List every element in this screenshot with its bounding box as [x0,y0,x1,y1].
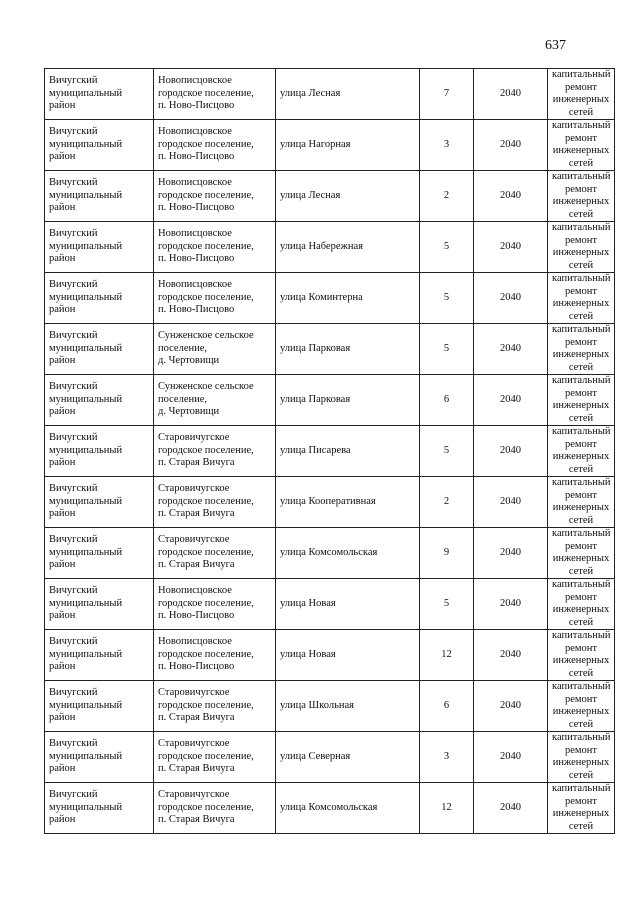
district-cell-line: Вичугский [49,585,98,597]
table-row [45,528,615,579]
settlement-cell-line: п. Ново-Писцово [158,610,235,622]
work-type-cell-line: сетей [568,259,594,271]
house-number-cell: 12 [420,783,474,834]
district-cell-line: Вичугский [49,126,98,138]
district-cell-line: район [49,661,76,673]
district-cell-line: Вичугский [49,75,98,87]
district-cell-line: Вичугский [49,432,98,444]
table-row [45,69,615,120]
work-type-cell-line: сетей [568,769,594,781]
page-number: 637 [545,38,566,53]
settlement-cell-line: д. Чертовищи [158,406,220,418]
district-cell-line: Вичугский [49,636,98,648]
year-cell: 2040 [474,579,548,630]
year-cell: 2040 [474,273,548,324]
street-cell: улица Парковая [276,375,420,426]
work-type-cell-line: сетей [568,820,594,832]
street-cell: улица Кооперативная [276,477,420,528]
work-type-cell-line: капитальный [552,732,611,743]
street-cell: улица Северная [276,732,420,783]
district-cell-line: муниципальный [49,444,123,456]
district-cell [45,477,154,528]
settlement-cell-line: п. Старая Вичуга [158,508,235,520]
district-cell-line: район [49,559,76,571]
work-type-cell-line: капитальный [552,171,611,182]
settlement-cell-line: п. Ново-Писцово [158,253,235,265]
district-cell-line: муниципальный [49,648,123,660]
year-cell: 2040 [474,171,548,222]
settlement-cell-line: городское поселение, [158,291,254,303]
district-cell-line: район [49,355,76,367]
work-type-cell [548,783,615,834]
district-cell-line: район [49,202,76,214]
year-cell: 2040 [474,120,548,171]
settlement-cell-line: Старовичугское [158,738,230,750]
year-cell: 2040 [474,324,548,375]
year-cell: 2040 [474,630,548,681]
district-cell-line: район [49,151,76,163]
settlement-cell-line: городское поселение, [158,138,254,150]
year-cell: 2040 [474,681,548,732]
table-row [45,732,615,783]
settlement-cell [154,681,276,732]
house-number-cell: 5 [420,426,474,477]
settlement-cell [154,528,276,579]
settlement-cell [154,579,276,630]
district-cell-line: район [49,100,76,112]
work-type-cell [548,324,615,375]
work-type-cell-line: сетей [568,616,594,628]
house-number-cell: 2 [420,171,474,222]
district-cell-line: район [49,814,76,826]
table-row [45,681,615,732]
district-cell-line: район [49,406,76,418]
work-type-cell-line: капитальный [552,783,611,794]
work-type-cell-line: сетей [568,412,594,424]
year-cell: 2040 [474,732,548,783]
table-row [45,222,615,273]
settlement-cell-line: п. Ново-Писцово [158,304,235,316]
district-cell-line: Вичугский [49,330,98,342]
work-type-cell [548,273,615,324]
table-row [45,783,615,834]
work-type-cell-line: ремонт [564,336,597,348]
street-cell: улица Парковая [276,324,420,375]
work-type-cell-line: сетей [568,463,594,475]
work-type-cell-line: ремонт [564,489,597,501]
house-number-cell: 5 [420,579,474,630]
settlement-cell-line: городское поселение, [158,750,254,762]
settlement-cell-line: городское поселение, [158,495,254,507]
year-cell: 2040 [474,426,548,477]
work-type-cell-line: сетей [568,310,594,322]
year-cell: 2040 [474,783,548,834]
settlement-cell-line: городское поселение, [158,87,254,99]
district-cell-line: муниципальный [49,138,123,150]
year-cell: 2040 [474,69,548,120]
house-number-cell: 9 [420,528,474,579]
work-type-cell-line: сетей [568,361,594,373]
settlement-cell-line: п. Старая Вичуга [158,457,235,469]
district-cell-line: муниципальный [49,699,123,711]
district-cell-line: муниципальный [49,189,123,201]
work-type-cell-line: инженерных [552,298,610,309]
work-type-cell-line: сетей [568,514,594,526]
street-cell: улица Лесная [276,171,420,222]
work-type-cell [548,426,615,477]
work-type-cell-line: ремонт [564,183,597,195]
street-cell: улица Писарева [276,426,420,477]
district-cell-line: район [49,712,76,724]
district-cell-line: Вичугский [49,228,98,240]
district-cell-line: Вичугский [49,177,98,189]
district-cell [45,120,154,171]
settlement-cell [154,732,276,783]
street-cell: улица Школьная [276,681,420,732]
settlement-cell-line: п. Ново-Писцово [158,202,235,214]
work-type-cell [548,222,615,273]
district-cell [45,69,154,120]
house-number-cell: 5 [420,222,474,273]
street-cell: улица Нагорная [276,120,420,171]
district-cell [45,273,154,324]
district-cell-line: муниципальный [49,597,123,609]
work-type-cell [548,579,615,630]
district-cell [45,579,154,630]
work-type-cell-line: сетей [568,667,594,679]
house-number-cell: 3 [420,732,474,783]
house-number-cell: 6 [420,681,474,732]
settlement-cell-line: Новописцовское [158,75,232,87]
settlement-cell-line: городское поселение, [158,699,254,711]
district-cell-line: муниципальный [49,546,123,558]
work-type-cell-line: инженерных [552,451,610,462]
settlement-cell [154,324,276,375]
work-type-cell-line: капитальный [552,426,611,437]
district-cell [45,630,154,681]
work-type-cell-line: ремонт [564,285,597,297]
table-row [45,324,615,375]
table-row [45,579,615,630]
work-type-cell-line: ремонт [564,591,597,603]
settlement-cell-line: п. Ново-Писцово [158,661,235,673]
work-type-cell-line: инженерных [552,757,610,768]
settlement-cell-line: п. Ново-Писцово [158,100,235,112]
work-type-cell [548,69,615,120]
district-cell [45,426,154,477]
settlement-cell-line: п. Старая Вичуга [158,712,235,724]
street-cell: улица Новая [276,630,420,681]
house-number-cell: 12 [420,630,474,681]
settlement-cell-line: городское поселение, [158,240,254,252]
district-cell-line: район [49,508,76,520]
housing-registry-table [44,68,615,834]
table-row [45,426,615,477]
street-cell: улица Комсомольская [276,783,420,834]
year-cell: 2040 [474,222,548,273]
settlement-cell [154,426,276,477]
settlement-cell-line: Новописцовское [158,279,232,291]
work-type-cell-line: сетей [568,565,594,577]
settlement-cell-line: Новописцовское [158,585,232,597]
work-type-cell-line: ремонт [564,693,597,705]
settlement-cell-line: Старовичугское [158,483,230,495]
work-type-cell-line: сетей [568,106,594,118]
house-number-cell: 3 [420,120,474,171]
street-cell: улица Лесная [276,69,420,120]
house-number-cell: 2 [420,477,474,528]
work-type-cell-line: ремонт [564,540,597,552]
work-type-cell-line: капитальный [552,681,611,692]
work-type-cell [548,477,615,528]
work-type-cell-line: капитальный [552,324,611,335]
district-cell-line: муниципальный [49,87,123,99]
work-type-cell-line: инженерных [552,94,610,105]
settlement-cell-line: Сунженское сельское [158,330,254,342]
work-type-cell-line: ремонт [564,642,597,654]
house-number-cell: 6 [420,375,474,426]
district-cell-line: муниципальный [49,240,123,252]
work-type-cell-line: сетей [568,208,594,220]
settlement-cell-line: поселение, [158,393,208,405]
work-type-cell-line: капитальный [552,375,611,386]
district-cell [45,222,154,273]
settlement-cell [154,477,276,528]
settlement-cell-line: городское поселение, [158,546,254,558]
settlement-cell-line: Старовичугское [158,789,230,801]
district-cell [45,783,154,834]
settlement-cell [154,120,276,171]
year-cell: 2040 [474,375,548,426]
work-type-cell-line: капитальный [552,477,611,488]
settlement-cell-line: Старовичугское [158,432,230,444]
district-cell-line: муниципальный [49,750,123,762]
work-type-cell [548,375,615,426]
settlement-cell [154,69,276,120]
work-type-cell-line: инженерных [552,400,610,411]
table-row [45,171,615,222]
work-type-cell [548,630,615,681]
district-cell-line: муниципальный [49,495,123,507]
settlement-cell-line: городское поселение, [158,648,254,660]
work-type-cell-line: капитальный [552,273,611,284]
table-row [45,120,615,171]
work-type-cell-line: инженерных [552,349,610,360]
work-type-cell-line: капитальный [552,222,611,233]
street-cell: улица Коминтерна [276,273,420,324]
work-type-cell-line: ремонт [564,387,597,399]
settlement-cell-line: Новописцовское [158,126,232,138]
district-cell-line: район [49,253,76,265]
district-cell-line: муниципальный [49,342,123,354]
district-cell [45,528,154,579]
work-type-cell [548,681,615,732]
district-cell-line: Вичугский [49,738,98,750]
work-type-cell-line: капитальный [552,630,611,641]
table-row [45,273,615,324]
district-cell-line: Вичугский [49,534,98,546]
table-row [45,375,615,426]
work-type-cell-line: сетей [568,718,594,730]
settlement-cell [154,222,276,273]
settlement-cell-line: Новописцовское [158,228,232,240]
settlement-cell-line: п. Старая Вичуга [158,763,235,775]
district-cell [45,171,154,222]
district-cell [45,681,154,732]
district-cell-line: Вичугский [49,483,98,495]
work-type-cell-line: инженерных [552,655,610,666]
house-number-cell: 7 [420,69,474,120]
year-cell: 2040 [474,528,548,579]
district-cell-line: муниципальный [49,291,123,303]
work-type-cell-line: инженерных [552,553,610,564]
street-cell: улица Набережная [276,222,420,273]
house-number-cell: 5 [420,324,474,375]
work-type-cell-line: инженерных [552,502,610,513]
work-type-cell-line: капитальный [552,69,611,80]
district-cell-line: муниципальный [49,801,123,813]
settlement-cell [154,630,276,681]
settlement-cell-line: городское поселение, [158,189,254,201]
work-type-cell-line: инженерных [552,145,610,156]
work-type-cell-line: инженерных [552,247,610,258]
settlement-cell-line: п. Старая Вичуга [158,559,235,571]
district-cell [45,732,154,783]
settlement-cell-line: городское поселение, [158,801,254,813]
district-cell-line: район [49,610,76,622]
settlement-cell-line: Старовичугское [158,534,230,546]
settlement-cell [154,375,276,426]
settlement-cell [154,273,276,324]
table-row [45,630,615,681]
work-type-cell-line: инженерных [552,604,610,615]
settlement-cell-line: городское поселение, [158,444,254,456]
work-type-cell-line: ремонт [564,438,597,450]
settlement-cell-line: городское поселение, [158,597,254,609]
street-cell: улица Новая [276,579,420,630]
work-type-cell-line: ремонт [564,795,597,807]
district-cell-line: район [49,304,76,316]
district-cell-line: Вичугский [49,687,98,699]
work-type-cell [548,120,615,171]
work-type-cell-line: капитальный [552,120,611,131]
work-type-cell [548,732,615,783]
settlement-cell-line: Новописцовское [158,177,232,189]
settlement-cell-line: Сунженское сельское [158,381,254,393]
table-body [45,69,615,834]
work-type-cell-line: инженерных [552,808,610,819]
settlement-cell [154,783,276,834]
district-cell [45,375,154,426]
street-cell: улица Комсомольская [276,528,420,579]
work-type-cell-line: капитальный [552,579,611,590]
work-type-cell-line: ремонт [564,132,597,144]
work-type-cell [548,528,615,579]
settlement-cell-line: д. Чертовищи [158,355,220,367]
work-type-cell-line: ремонт [564,234,597,246]
settlement-cell [154,171,276,222]
settlement-cell-line: поселение, [158,342,208,354]
district-cell-line: муниципальный [49,393,123,405]
district-cell-line: Вичугский [49,381,98,393]
settlement-cell-line: Новописцовское [158,636,232,648]
settlement-cell-line: п. Ново-Писцово [158,151,235,163]
settlement-cell-line: Старовичугское [158,687,230,699]
work-type-cell [548,171,615,222]
work-type-cell-line: инженерных [552,706,610,717]
table-row [45,477,615,528]
work-type-cell-line: сетей [568,157,594,169]
work-type-cell-line: ремонт [564,81,597,93]
district-cell-line: район [49,457,76,469]
work-type-cell-line: капитальный [552,528,611,539]
year-cell: 2040 [474,477,548,528]
district-cell-line: район [49,763,76,775]
work-type-cell-line: инженерных [552,196,610,207]
settlement-cell-line: п. Старая Вичуга [158,814,235,826]
work-type-cell-line: ремонт [564,744,597,756]
district-cell-line: Вичугский [49,789,98,801]
district-cell-line: Вичугский [49,279,98,291]
house-number-cell: 5 [420,273,474,324]
district-cell [45,324,154,375]
